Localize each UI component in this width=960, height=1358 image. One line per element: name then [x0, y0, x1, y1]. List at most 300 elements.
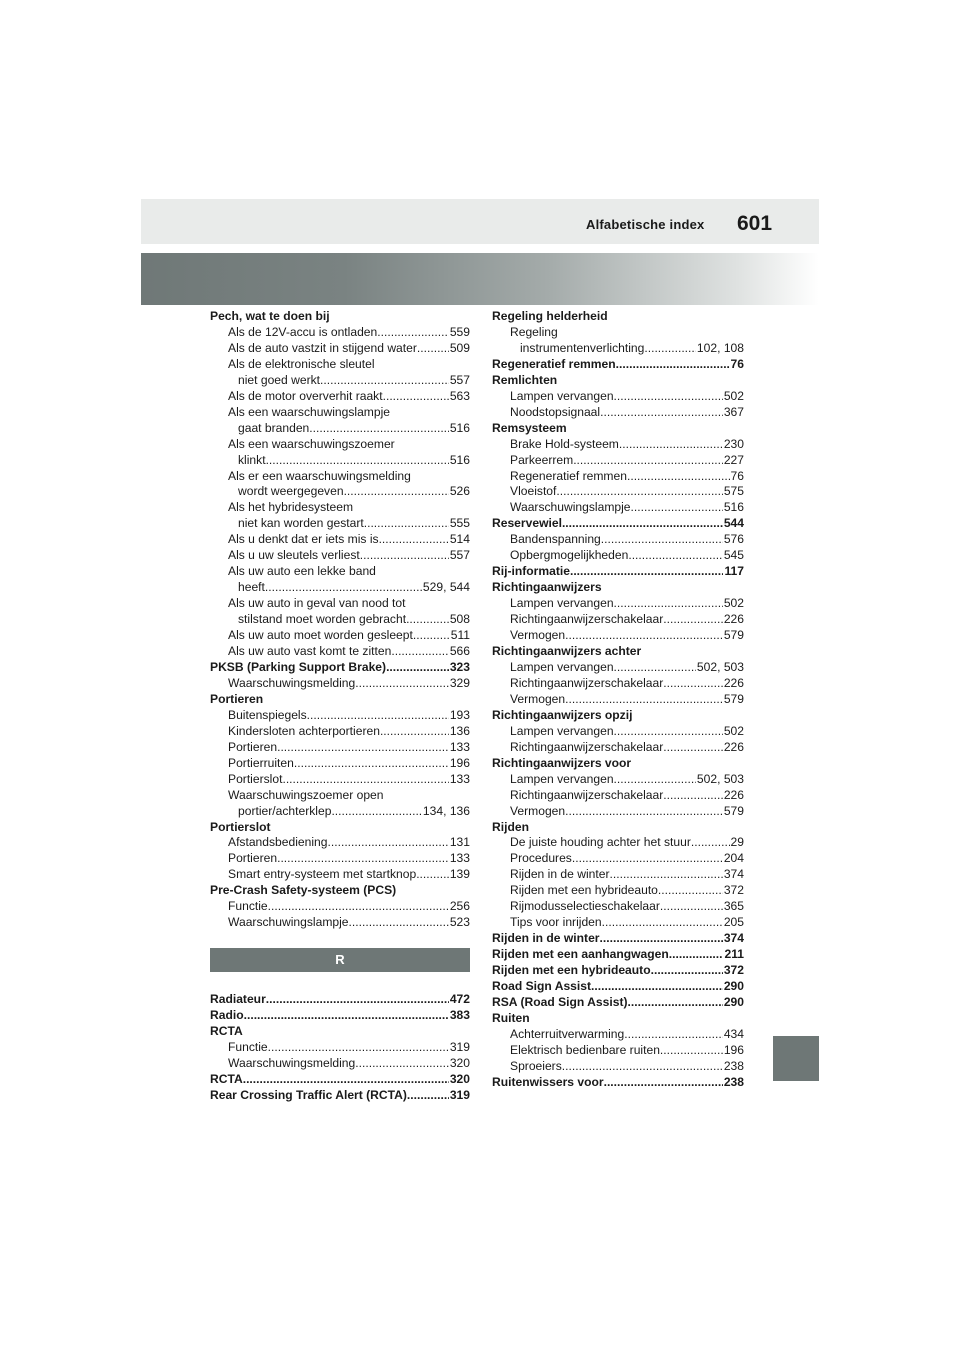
entry-label: Als een waarschuwingslampje: [228, 404, 391, 419]
page-reference: 365: [723, 899, 744, 914]
page-reference: 383: [449, 1008, 470, 1023]
entry-label: Buitenspiegels: [228, 707, 307, 722]
page-reference: 117: [724, 564, 744, 579]
page-reference: 131: [449, 835, 470, 850]
page-reference: 545: [723, 548, 744, 563]
page-reference: 211: [724, 947, 744, 962]
dot-leader: [355, 1056, 449, 1072]
entry-label: Tips voor inrijden: [510, 915, 602, 930]
index-entry: [210, 660, 470, 676]
index-subentry: [210, 357, 470, 373]
index-subentry: [492, 453, 744, 469]
index-entry: [210, 820, 470, 836]
index-subentry: [210, 325, 470, 341]
dot-leader: [265, 580, 422, 596]
index-entry: [492, 421, 744, 437]
entry-label: Functie: [228, 1040, 268, 1055]
page-reference: 193: [449, 707, 470, 722]
dot-leader: [380, 724, 449, 740]
index-subentry: [210, 676, 470, 692]
page-reference: 226: [723, 739, 744, 754]
dot-leader: [331, 804, 421, 820]
entry-label: Rear Crossing Traffic Alert (RCTA): [210, 1087, 407, 1102]
index-subentry: [492, 612, 744, 628]
index-subentry: [492, 692, 744, 708]
dot-leader: [624, 1027, 723, 1043]
index-subentry: [210, 867, 470, 883]
page-reference: 226: [723, 612, 744, 627]
index-entry: [492, 931, 744, 947]
entry-label: Waarschuwingslampje: [228, 915, 349, 930]
index-column-left: [210, 309, 470, 1104]
dot-leader: [660, 899, 723, 915]
dot-leader: [628, 995, 723, 1011]
index-subentry: [210, 580, 470, 596]
dot-leader: [565, 692, 723, 708]
dot-leader: [344, 484, 449, 500]
entry-label: Road Sign Assist: [492, 979, 592, 994]
entry-label: klinkt: [238, 452, 266, 467]
page-reference: 372: [723, 963, 744, 978]
index-entry: [492, 979, 744, 995]
entry-label: Rijden met een aanhangwagen: [492, 947, 669, 962]
index-subentry: [492, 628, 744, 644]
index-entry: [210, 309, 470, 325]
page-reference: 563: [449, 388, 470, 403]
dot-leader: [266, 992, 449, 1008]
index-entry: [492, 1075, 744, 1091]
index-subentry: [492, 596, 744, 612]
page-reference: 319: [449, 1087, 470, 1102]
page-reference: 434: [723, 1026, 744, 1041]
dot-leader: [320, 373, 449, 389]
page-reference: 575: [723, 484, 744, 499]
entry-label: RSA (Road Sign Assist): [492, 994, 628, 1009]
index-subentry: [210, 724, 470, 740]
entry-label: niet kan worden gestart: [238, 516, 364, 531]
page-reference: 579: [723, 803, 744, 818]
page-reference: 472: [449, 992, 470, 1007]
entry-label: RCTA: [210, 1024, 243, 1039]
index-subentry: [210, 500, 470, 516]
page-number: 601: [737, 212, 773, 235]
entry-label: Als de auto vastzit in stijgend water: [228, 340, 417, 355]
page-reference: 526: [449, 484, 470, 499]
page-reference: 290: [723, 994, 744, 1009]
page-reference: 509: [449, 340, 470, 355]
dot-leader: [658, 883, 723, 899]
entry-label: niet goed werkt: [238, 372, 321, 387]
index-subentry: [210, 596, 470, 612]
page-reference: 502, 503: [696, 771, 744, 786]
entry-label: Afstandsbediening: [228, 835, 328, 850]
index-subentry: [492, 740, 744, 756]
dot-leader: [669, 947, 724, 963]
entry-label: Als er een waarschuwingsmelding: [228, 468, 411, 483]
entry-label: Radiateur: [210, 992, 266, 1007]
index-entry: [210, 1024, 470, 1040]
entry-label: RCTA: [210, 1071, 243, 1086]
entry-label: Smart entry-systeem met startknop: [228, 867, 417, 882]
page-reference: 579: [723, 628, 744, 643]
entry-label: PKSB (Parking Support Brake): [210, 659, 387, 674]
dot-leader: [407, 1088, 449, 1104]
entry-label: gaat branden: [238, 420, 310, 435]
index-subentry: [210, 341, 470, 357]
header-bar: [141, 199, 819, 244]
dot-leader: [556, 484, 722, 500]
entry-label: Pre-Crash Safety-systeem (PCS): [210, 883, 397, 898]
index-subentry: [210, 788, 470, 804]
entry-label: Rijden in de winter: [510, 867, 610, 882]
index-entry: [492, 357, 744, 373]
entry-label: Sproeiers: [510, 1058, 562, 1073]
index-entry: [210, 692, 470, 708]
entry-label: Portierslot: [228, 771, 283, 786]
dot-leader: [244, 1008, 449, 1024]
index-subentry: [492, 532, 744, 548]
page-reference: 204: [723, 851, 744, 866]
entry-label: Richtingaanwijzerschakelaar: [510, 675, 664, 690]
entry-label: Noodstopsignaal: [510, 404, 601, 419]
entry-label: stilstand moet worden gebracht: [238, 612, 407, 627]
entry-label: Vloeistof: [510, 484, 557, 499]
page-reference: 196: [723, 1042, 744, 1057]
dot-leader: [379, 532, 449, 548]
page-reference: 511: [450, 628, 470, 643]
entry-label: Regeling helderheid: [492, 309, 608, 323]
index-subentry: [210, 772, 470, 788]
dot-leader: [349, 915, 449, 931]
dot-leader: [391, 644, 448, 660]
entry-label: Functie: [228, 899, 268, 914]
dot-leader: [602, 915, 723, 931]
entry-label: Richtingaanwijzerschakelaar: [510, 787, 664, 802]
entry-label: Als de motor oververhit raakt: [228, 388, 383, 403]
dot-leader: [600, 931, 723, 947]
entry-label: Procedures: [510, 851, 572, 866]
dot-leader: [644, 341, 696, 357]
dot-leader: [364, 516, 449, 532]
dot-leader: [663, 740, 723, 756]
page-reference: 372: [723, 883, 744, 898]
index-entry: [210, 1088, 470, 1104]
entry-label: instrumentenverlichting: [520, 340, 645, 355]
dot-leader: [406, 612, 449, 628]
entry-label: Als de elektronische sleutel: [228, 356, 375, 371]
index-subentry: [210, 516, 470, 532]
entry-label: Als uw auto in geval van nood tot: [228, 596, 406, 611]
entry-label: Waarschuwingsmelding: [228, 1055, 356, 1070]
dot-leader: [565, 628, 723, 644]
page-reference: 557: [449, 372, 470, 387]
page-reference: 516: [723, 500, 744, 515]
index-subentry: [210, 373, 470, 389]
entry-label: Regeneratief remmen: [510, 468, 627, 483]
entry-label: Als de 12V-accu is ontladen: [228, 324, 378, 339]
index-subentry: [210, 708, 470, 724]
page-reference: 516: [449, 420, 470, 435]
entry-label: De juiste houding achter het stuur: [510, 835, 691, 850]
index-subentry: [492, 469, 744, 485]
dot-leader: [631, 500, 723, 516]
dot-leader: [266, 453, 449, 469]
page-reference: 76: [730, 356, 744, 371]
index-subentry: [210, 421, 470, 437]
dot-leader: [307, 708, 449, 724]
page-reference: 502: [723, 723, 744, 738]
index-entry: [492, 564, 744, 580]
entry-label: Richtingaanwijzers: [492, 580, 602, 595]
dot-leader: [619, 437, 723, 453]
index-subentry: [492, 500, 744, 516]
entry-label: Parkeerrem: [510, 452, 574, 467]
index-entry: [492, 995, 744, 1011]
dot-leader: [565, 804, 723, 820]
index-subentry: [210, 628, 470, 644]
index-subentry: [492, 788, 744, 804]
index-entry: [492, 820, 744, 836]
index-subentry: [210, 389, 470, 405]
dot-leader: [591, 979, 723, 995]
index-subentry: [210, 564, 470, 580]
index-entry: [210, 1008, 470, 1024]
dot-leader: [614, 724, 723, 740]
index-subentry: [492, 724, 744, 740]
dot-leader: [360, 548, 449, 564]
entry-label: Rijmodusselectieschakelaar: [510, 899, 660, 914]
entry-label: Reservewiel: [492, 516, 562, 531]
entry-label: Kindersloten achterportieren: [228, 723, 380, 738]
entry-label: Rijden in de winter: [492, 931, 600, 946]
entry-label: Richtingaanwijzers opzij: [492, 707, 633, 722]
page-reference: 226: [723, 675, 744, 690]
entry-label: Lampen vervangen: [510, 771, 614, 786]
dot-leader: [614, 596, 723, 612]
entry-label: Lampen vervangen: [510, 659, 614, 674]
index-entry: [492, 756, 744, 772]
dot-leader: [309, 421, 449, 437]
index-subentry: [210, 740, 470, 756]
entry-label: heeft: [238, 580, 265, 595]
entry-label: Als uw auto vast komt te zitten: [228, 644, 392, 659]
dot-leader: [572, 851, 723, 867]
dot-leader: [355, 676, 449, 692]
page-reference: 516: [449, 452, 470, 467]
page-reference: 238: [723, 1074, 744, 1089]
dot-leader: [277, 740, 449, 756]
dot-leader: [663, 612, 723, 628]
page-reference: 557: [449, 548, 470, 563]
page-reference: 196: [449, 755, 470, 770]
index-subentry: [210, 469, 470, 485]
page-reference: 374: [723, 867, 744, 882]
entry-label: Ruitenwissers voor: [492, 1074, 604, 1089]
entry-label: portier/achterklep: [238, 803, 332, 818]
page-reference: 576: [723, 532, 744, 547]
entry-label: Vermogen: [510, 691, 566, 706]
dot-leader: [663, 676, 723, 692]
dot-leader: [328, 835, 449, 851]
dot-leader: [601, 532, 723, 548]
dot-leader: [416, 867, 449, 883]
index-entry: [492, 947, 744, 963]
index-subentry: [492, 437, 744, 453]
index-subentry: [210, 644, 470, 660]
index-subentry: [492, 867, 744, 883]
index-subentry: [210, 851, 470, 867]
index-entry: [492, 1011, 744, 1027]
entry-label: Als u denkt dat er iets mis is: [228, 532, 379, 547]
index-subentry: [492, 804, 744, 820]
page-reference: 579: [723, 691, 744, 706]
index-subentry: [492, 883, 744, 899]
index-subentry: [210, 804, 470, 820]
entry-label: Lampen vervangen: [510, 388, 614, 403]
entry-label: Als een waarschuwingszoemer: [228, 436, 395, 451]
dot-leader: [383, 389, 449, 405]
dot-leader: [562, 1059, 723, 1075]
index-subentry: [492, 835, 744, 851]
page-reference: 502: [723, 596, 744, 611]
page-reference: 502, 503: [696, 659, 744, 674]
entry-label: wordt weergegeven: [238, 484, 344, 499]
page-reference: 374: [723, 931, 744, 946]
index-subentry: [210, 756, 470, 772]
dot-leader: [628, 548, 722, 564]
index-subentry: [492, 389, 744, 405]
index-entry: [210, 992, 470, 1008]
dot-leader: [614, 772, 696, 788]
page-reference: 102, 108: [696, 340, 744, 355]
page-reference: 134, 136: [422, 803, 470, 818]
dot-leader: [573, 453, 723, 469]
page-reference: 523: [449, 915, 470, 930]
index-subentry: [492, 851, 744, 867]
dot-leader: [268, 899, 449, 915]
page-reference: 508: [449, 612, 470, 627]
entry-label: Als uw auto moet worden gesleept: [228, 628, 413, 643]
entry-label: Portieren: [210, 691, 264, 706]
index-subentry: [210, 1056, 470, 1072]
index-subentry: [210, 548, 470, 564]
dot-leader: [691, 835, 730, 851]
entry-label: Remsysteem: [492, 420, 567, 435]
index-subentry: [210, 915, 470, 931]
index-subentry: [492, 548, 744, 564]
index-subentry: [210, 453, 470, 469]
index-entry: [210, 883, 470, 899]
index-entry: [492, 516, 744, 532]
page-reference: 329: [449, 675, 470, 690]
entry-label: Lampen vervangen: [510, 723, 614, 738]
dot-leader: [610, 867, 723, 883]
dot-leader: [562, 516, 723, 532]
entry-label: Radio: [210, 1008, 244, 1023]
dot-leader: [660, 1043, 723, 1059]
page-reference: 136: [449, 723, 470, 738]
page-reference: 367: [723, 404, 744, 419]
entry-label: Vermogen: [510, 628, 566, 643]
dot-leader: [417, 341, 449, 357]
page-reference: 559: [449, 324, 470, 339]
dot-leader: [651, 963, 723, 979]
index-entry: [492, 644, 744, 660]
entry-label: Pech, wat te doen bij: [210, 309, 330, 323]
entry-label: Richtingaanwijzers achter: [492, 644, 642, 659]
entry-label: Waarschuwingsmelding: [228, 675, 356, 690]
dot-leader: [294, 756, 449, 772]
index-subentry: [210, 532, 470, 548]
entry-label: Regeneratief remmen: [492, 356, 616, 371]
index-column-right: [492, 309, 744, 1091]
page-reference: 320: [449, 1071, 470, 1086]
entry-label: Waarschuwingszoemer open: [228, 787, 384, 802]
index-subentry: [492, 1027, 744, 1043]
page-reference: 205: [723, 915, 744, 930]
index-entry: [492, 309, 744, 325]
entry-label: Rijden met een hybrideauto: [492, 963, 651, 978]
dot-leader: [627, 469, 730, 485]
entry-label: Als uw auto een lekke band: [228, 564, 376, 579]
page-reference: 139: [449, 867, 470, 882]
index-subentry: [492, 899, 744, 915]
index-subentry: [492, 484, 744, 500]
index-entry: [492, 708, 744, 724]
index-entry: [210, 1072, 470, 1088]
dot-leader: [600, 405, 723, 421]
page-reference: 227: [723, 452, 744, 467]
entry-label: Portieren: [228, 851, 278, 866]
index-subentry: [210, 405, 470, 421]
header-gradient-band: [141, 253, 819, 305]
dot-leader: [277, 851, 449, 867]
entry-label: Remlichten: [492, 372, 558, 387]
index-subentry: [210, 1040, 470, 1056]
dot-leader: [377, 325, 449, 341]
entry-label: Opbergmogelijkheden: [510, 548, 629, 563]
dot-leader: [663, 788, 723, 804]
page-reference: 133: [449, 739, 470, 754]
entry-label: Portieren: [228, 739, 278, 754]
entry-label: Als het hybridesysteem: [228, 500, 354, 515]
entry-label: Brake Hold-systeem: [510, 436, 619, 451]
page-reference: 29: [730, 835, 744, 850]
dot-leader: [386, 660, 449, 676]
dot-leader: [604, 1075, 723, 1091]
entry-label: Bandenspanning: [510, 532, 601, 547]
index-subentry: [210, 437, 470, 453]
index-entry: [492, 580, 744, 596]
index-subentry: [210, 612, 470, 628]
index-subentry: [492, 1059, 744, 1075]
entry-label: Richtingaanwijzerschakelaar: [510, 612, 664, 627]
page-reference: 529, 544: [422, 580, 470, 595]
dot-leader: [570, 564, 724, 580]
index-subentry: [492, 405, 744, 421]
entry-label: Rijden: [492, 819, 529, 834]
entry-label: Richtingaanwijzers voor: [492, 755, 632, 770]
dot-leader: [243, 1072, 449, 1088]
entry-label: Achterruitverwarming: [510, 1026, 625, 1041]
page-reference: 290: [723, 979, 744, 994]
entry-label: Als u uw sleutels verliest: [228, 548, 360, 563]
section-header: R: [210, 948, 470, 972]
dot-leader: [413, 628, 450, 644]
index-subentry: [210, 899, 470, 915]
entry-label: Rijden met een hybrideauto: [510, 883, 658, 898]
index-subentry: [492, 676, 744, 692]
